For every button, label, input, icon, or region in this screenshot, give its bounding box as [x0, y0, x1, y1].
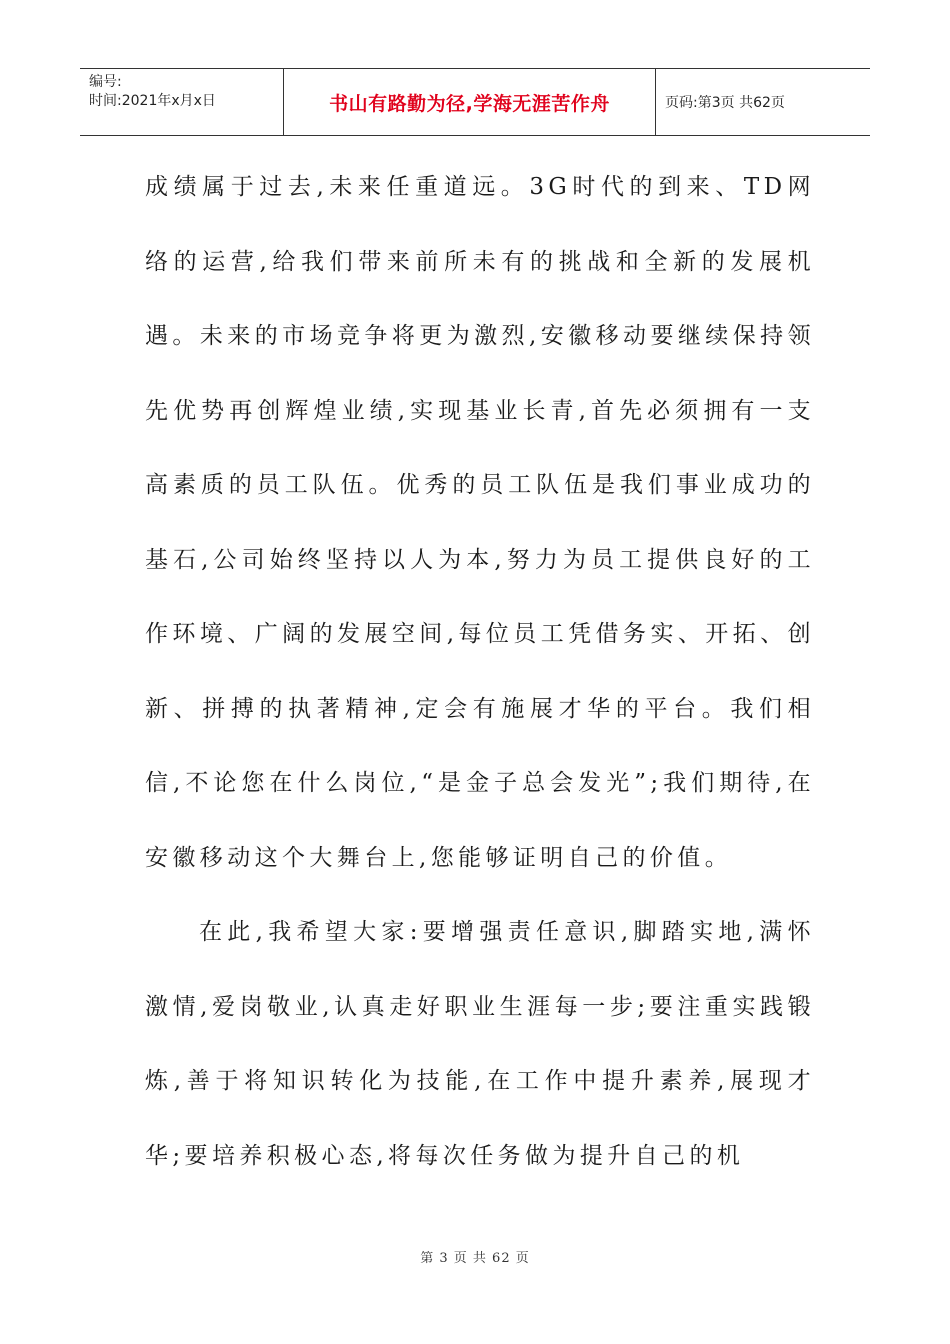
header-page-info: 页码:第3页 共62页 — [665, 95, 785, 111]
body-paragraph-1: 成绩属于过去,未来任重道远。3G时代的到来、TD网络的运营,给我们带来前所未有的挑战和全新的发展机遇。未来的市场竞争将更为激烈,安徽移动要继续保持领先优势再创辉煌业绩,实现基业长青,首先必须拥有一支高素质的员工队伍。优秀的员工队伍是我们事业成功的基石,公司始终坚持以人为本,努力为员工提供良好的工作环境、广阔的发展空间,每位员工凭借务实、开拓、创新、拼搏的执著精神,定会有施展才华的平台。我们相信,不论您在什么岗位,“是金子总会发光”;我们期待,在安徽移动这个大舞台上,您能够证明自己的价值。 — [145, 174, 815, 871]
page-footer: 第 3 页 共 62 页 — [420, 1251, 530, 1266]
doc-number-label: 编号: — [89, 74, 122, 90]
header-meta — [80, 69, 283, 135]
page-header — [80, 68, 870, 136]
header-motto: 书山有路勤为径,学海无涯苦作舟 — [283, 69, 656, 135]
body-paragraph-2: 在此,我希望大家:要增强责任意识,脚踏实地,满怀激情,爱岗敬业,认真走好职业生涯每一步;要注重实践锻炼,善于将知识转化为技能,在工作中提升素养,展现才华;要培养积极心态,将每次任务做为提升自己的机 — [145, 919, 815, 1169]
document-body — [145, 150, 815, 1193]
time-label: 时间:2021年x月x日 — [89, 93, 216, 109]
